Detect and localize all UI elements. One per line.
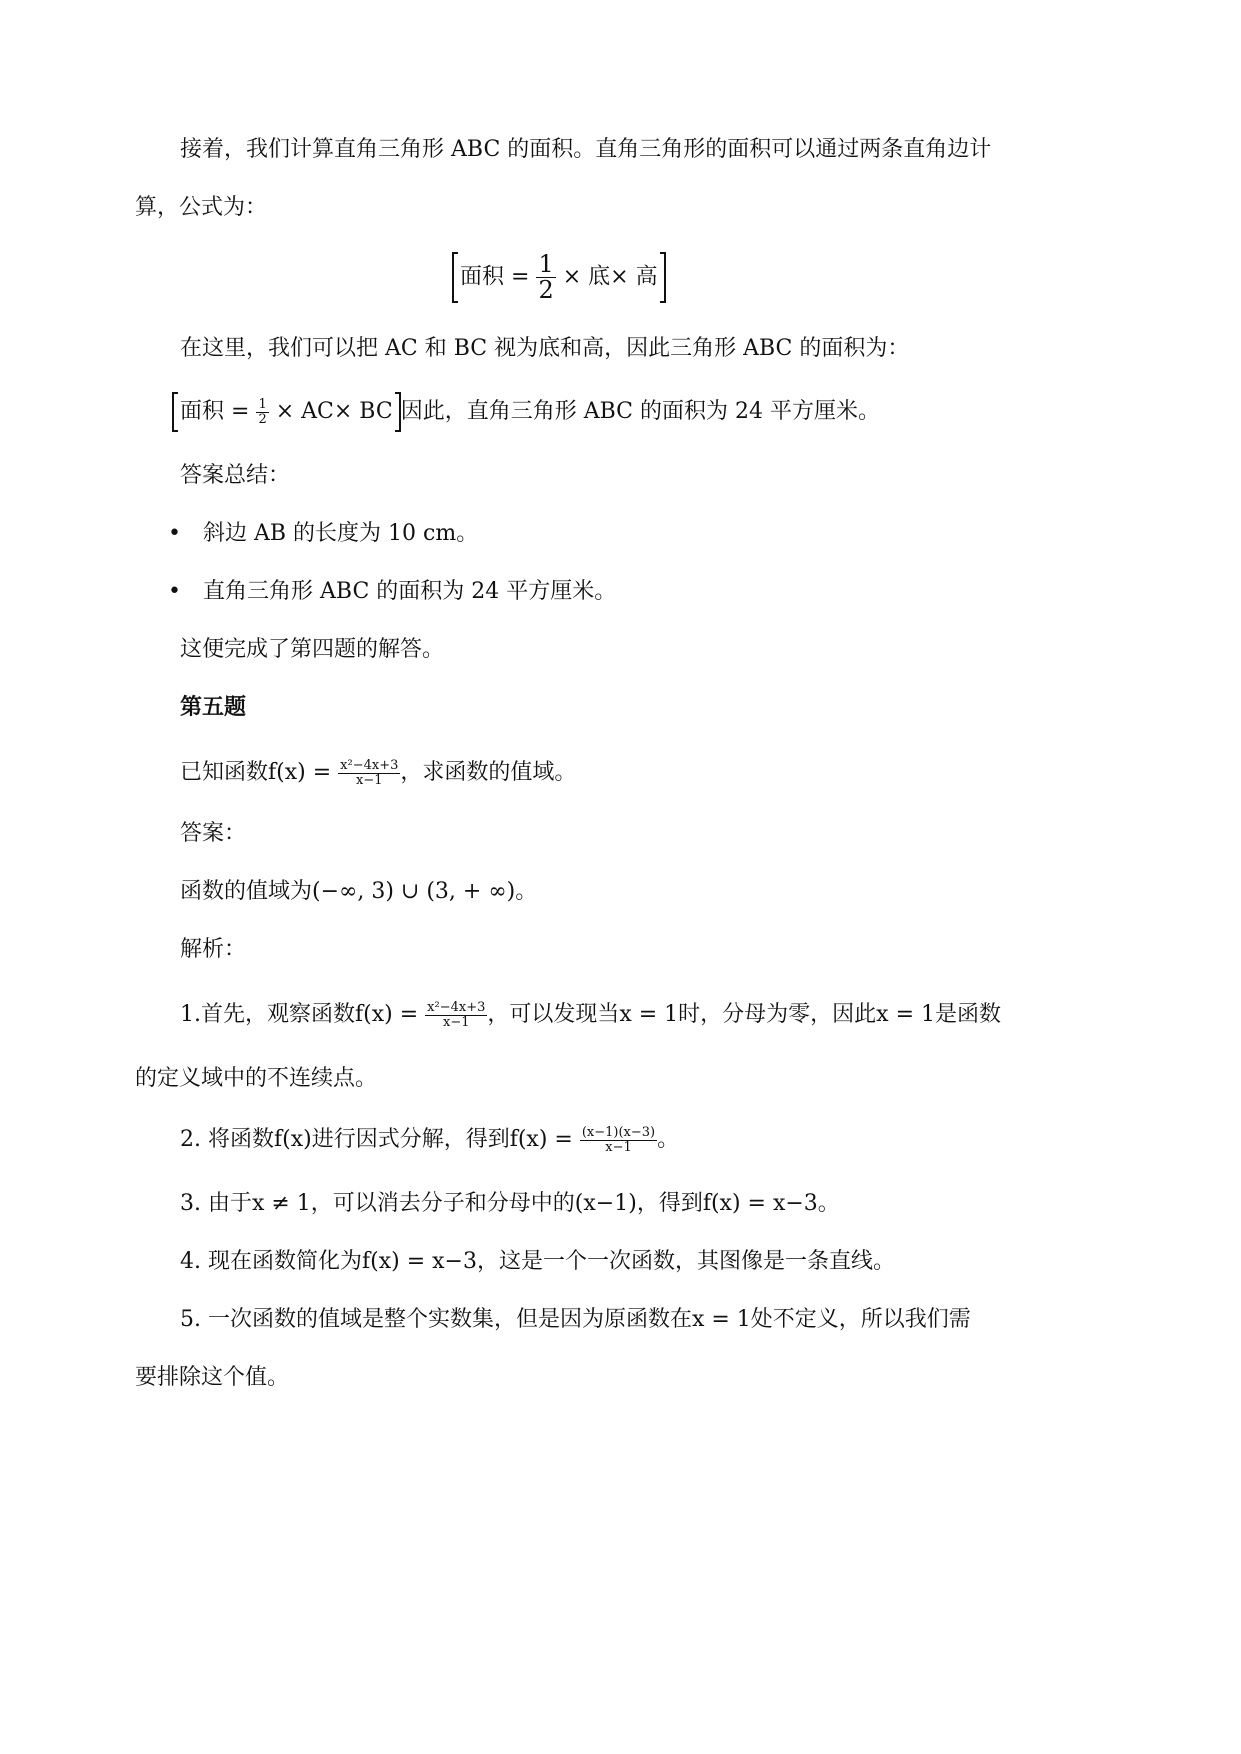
fraction bbox=[256, 398, 268, 426]
fraction-denominator: x−1 bbox=[443, 1014, 470, 1030]
fraction bbox=[580, 1126, 657, 1154]
function-label: f(x) = bbox=[268, 760, 332, 785]
paragraph-line: 在这里，我们可以把 AC 和 BC 视为底和高，因此三角形 ABC 的面积为： bbox=[180, 336, 910, 361]
list-item: 斜边 AB 的长度为 10 cm。 bbox=[203, 521, 479, 546]
paragraph-line: 算，公式为： bbox=[135, 195, 268, 220]
analysis-label: 解析： bbox=[180, 937, 247, 962]
paragraph-line: 的定义域中的不连续点。 bbox=[135, 1066, 378, 1091]
fraction-numerator: 1 bbox=[258, 396, 267, 412]
summary-label: 答案总结： bbox=[180, 463, 291, 488]
fraction-numerator: x²−4x+3 bbox=[427, 999, 486, 1015]
bullet-dot: • bbox=[168, 579, 181, 604]
bullet-dot: • bbox=[168, 521, 181, 546]
step-5: 5. 一次函数的值域是整个实数集，但是因为原函数在x = 1处不定义，所以我们需 bbox=[180, 1307, 971, 1332]
step-4: 4. 现在函数简化为f(x) = x−3，这是一个一次函数，其图像是一条直线。 bbox=[180, 1249, 895, 1274]
fraction-numerator: 1 bbox=[538, 250, 554, 278]
fraction-denominator: 2 bbox=[258, 411, 267, 427]
step-suffix: ，可以发现当x = 1时，分母为零，因此x = 1是函数 bbox=[487, 1002, 1002, 1027]
formula-rhs: × AC× BC bbox=[275, 399, 393, 424]
answer-text: 函数的值域为(−∞, 3) ∪ (3, + ∞)。 bbox=[180, 879, 538, 904]
formula-lhs: 面积 = bbox=[460, 264, 530, 290]
fraction-numerator: (x−1)(x−3) bbox=[581, 1124, 656, 1140]
paragraph-line: 接着，我们计算直角三角形 ABC 的面积。直角三角形的面积可以通过两条直角边计 bbox=[180, 137, 992, 162]
paragraph-line: 这便完成了第四题的解答。 bbox=[180, 637, 445, 662]
area-formula bbox=[452, 252, 666, 303]
fraction-denominator: x−1 bbox=[356, 772, 383, 788]
fraction-numerator: x²−4x+3 bbox=[340, 757, 399, 773]
formula-lhs: 面积 = bbox=[180, 399, 250, 424]
function-label: f(x) = bbox=[355, 1002, 419, 1027]
question-prefix: 已知函数 bbox=[180, 760, 269, 785]
fraction bbox=[425, 1001, 487, 1029]
question-suffix: ，求函数的值域。 bbox=[400, 760, 577, 785]
fraction bbox=[536, 252, 555, 303]
formula-bracket bbox=[172, 392, 401, 432]
step-prefix: 2. 将函数f(x)进行因式分解，得到f(x) = bbox=[180, 1127, 573, 1152]
fraction-denominator: 2 bbox=[538, 276, 554, 305]
formula-conclusion: 因此，直角三角形 ABC 的面积为 24 平方厘米。 bbox=[400, 399, 880, 424]
fraction-denominator: x−1 bbox=[605, 1139, 632, 1155]
answer-label: 答案： bbox=[180, 821, 247, 846]
step-1 bbox=[180, 994, 1001, 1036]
formula-bracket bbox=[452, 252, 666, 303]
step-2 bbox=[180, 1119, 679, 1161]
paragraph-line: 要排除这个值。 bbox=[135, 1365, 290, 1390]
step-suffix: 。 bbox=[657, 1127, 680, 1152]
step-3: 3. 由于x ≠ 1，可以消去分子和分母中的(x−1)，得到f(x) = x−3。 bbox=[180, 1191, 840, 1216]
area-formula-inline bbox=[172, 392, 880, 432]
formula-rhs: × 底× 高 bbox=[562, 264, 658, 290]
list-item: 直角三角形 ABC 的面积为 24 平方厘米。 bbox=[203, 579, 617, 604]
section-heading: 第五题 bbox=[180, 695, 247, 720]
step-prefix: 1.首先，观察函数 bbox=[180, 1002, 355, 1027]
fraction bbox=[338, 759, 400, 787]
question-line bbox=[180, 752, 576, 794]
